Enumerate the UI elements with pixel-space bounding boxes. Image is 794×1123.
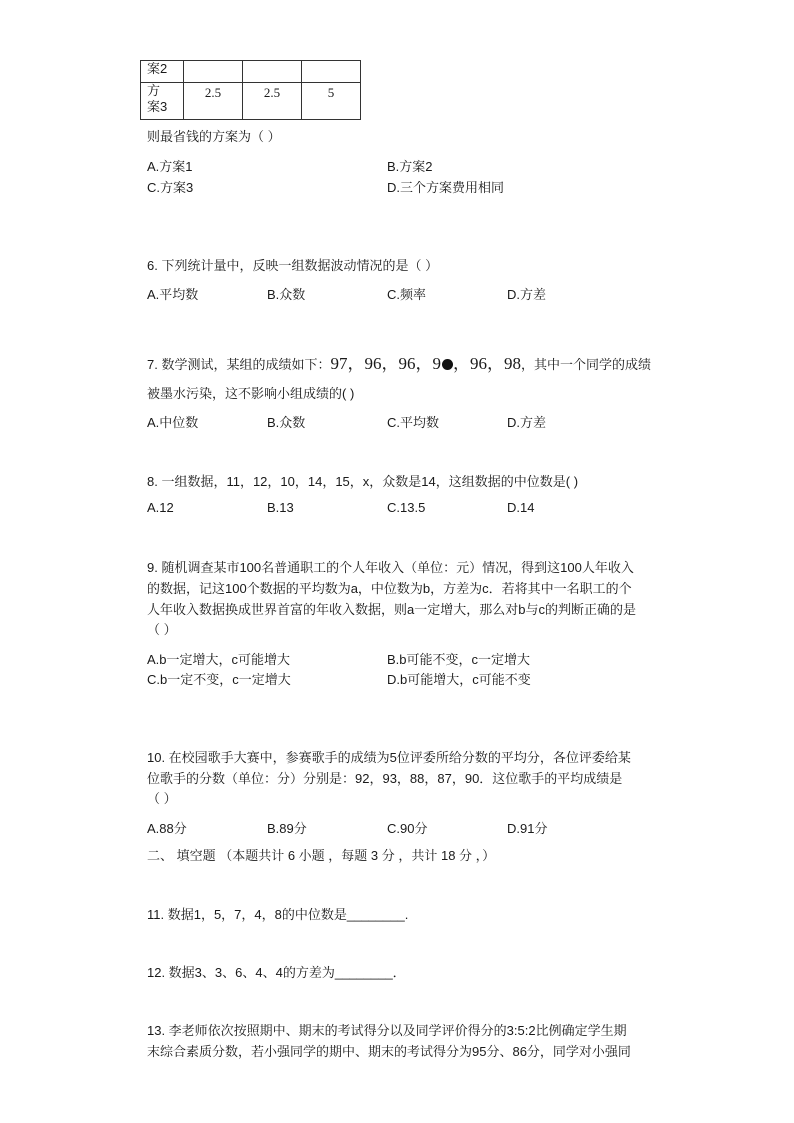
q7-line2: 被墨水污染，这不影响小组成绩的( ) — [147, 386, 355, 401]
q8-option-a: A.12 — [147, 500, 174, 515]
q5-option-a: A.方案1 — [147, 159, 193, 174]
q8-stem: 8. 一组数据，11，12，10，14，15，x，众数是14，这组数据的中位数是( ) — [147, 474, 579, 489]
table-cell: 2.5 — [184, 83, 243, 120]
q9-line2: 的数据，记这100个数据的平均数为a，中位数为b，方差为c．若将其中一名职工的个 — [147, 581, 632, 596]
q10-option-a: A.88分 — [147, 821, 187, 836]
q13-line2: 末综合素质分数，若小强同学的期中、期末的考试得分为95分、86分，同学对小强同 — [147, 1044, 631, 1059]
q6-option-c: C.频率 — [387, 287, 427, 302]
q7-prefix: 7. 数学测试，某组的成绩如下： — [147, 357, 331, 372]
table-cell: 5 — [302, 83, 361, 120]
q5-option-c: C.方案3 — [147, 180, 194, 195]
q6-stem: 6. 下列统计量中，反映一组数据波动情况的是（ ） — [147, 258, 439, 273]
q13-line1: 13. 李老师依次按照期中、期末的考试得分以及同学评价得分的3:5:2比例确定学生期 — [147, 1023, 627, 1038]
table-cell — [302, 61, 361, 83]
q10-line1: 10. 在校园歌手大赛中，参赛歌手的成绩为5位评委所给分数的平均分，各位评委给某 — [147, 750, 631, 765]
q7-suffix: ，其中一个同学的成绩 — [520, 357, 651, 372]
section-heading: 二、 填空题 （本题共计 6 小题 ，每题 3 分 ，共计 18 分 ，） — [147, 848, 496, 863]
q8-option-b: B.13 — [267, 500, 294, 515]
row-label — [141, 83, 184, 120]
row-label: 案2 — [141, 61, 184, 83]
table-cell — [184, 61, 243, 83]
row-label-line2: 案3 — [147, 99, 168, 114]
q9-line1: 9. 随机调查某市100名普通职工的个人年收入（单位：元）情况，得到这100人年收入 — [147, 560, 634, 575]
q9-option-a: A.b一定增大，c可能增大 — [147, 652, 291, 667]
q7-option-c: C.平均数 — [387, 415, 440, 430]
table-row — [141, 83, 361, 120]
ink-blot-icon — [442, 359, 453, 370]
q10-option-d: D.91分 — [507, 821, 548, 836]
q7-line1 — [147, 349, 651, 374]
q9-option-b: B.b可能不变，c一定增大 — [387, 652, 531, 667]
q5-option-b: B.方案2 — [387, 159, 433, 174]
q10-option-b: B.89分 — [267, 821, 307, 836]
q7-scores-a: 97，96，96，9 — [330, 354, 441, 373]
q6-option-a: A.平均数 — [147, 287, 199, 302]
q7-option-d: D.方差 — [507, 415, 547, 430]
q9-line4: （ ） — [147, 622, 177, 637]
q7-option-b: B.众数 — [267, 415, 306, 430]
row-label-line1: 方 — [147, 83, 161, 98]
q7-scores-b: ，96，98 — [452, 354, 521, 373]
q7-option-a: A.中位数 — [147, 415, 199, 430]
q10-line3: （ ） — [147, 791, 177, 806]
q10-option-c: C.90分 — [387, 821, 428, 836]
q6-option-d: D.方差 — [507, 287, 547, 302]
q12-stem: 12. 数据3、3、6、4、4的方差为________． — [147, 965, 406, 980]
q9-option-d: D.b可能增大，c可能不变 — [387, 672, 531, 687]
q10-line2: 位歌手的分数（单位：分）分别是：92，93，88，87，90．这位歌手的平均成绩是 — [147, 771, 623, 786]
table-cell: 2.5 — [243, 83, 302, 120]
table-row — [141, 61, 361, 83]
q11-stem: 11. 数据1，5，7，4，8的中位数是________. — [147, 907, 409, 922]
q8-option-c: C.13.5 — [387, 500, 426, 515]
plan-cost-table — [140, 60, 361, 120]
q5-stem: 则最省钱的方案为（ ） — [147, 129, 281, 144]
table-cell — [243, 61, 302, 83]
q9-line3: 人年收入数据换成世界首富的年收入数据，则a一定增大，那么对b与c的判断正确的是 — [147, 602, 636, 617]
q6-option-b: B.众数 — [267, 287, 306, 302]
q5-option-d: D.三个方案费用相同 — [387, 180, 505, 195]
q9-option-c: C.b一定不变，c一定增大 — [147, 672, 291, 687]
q8-option-d: D.14 — [507, 500, 535, 515]
